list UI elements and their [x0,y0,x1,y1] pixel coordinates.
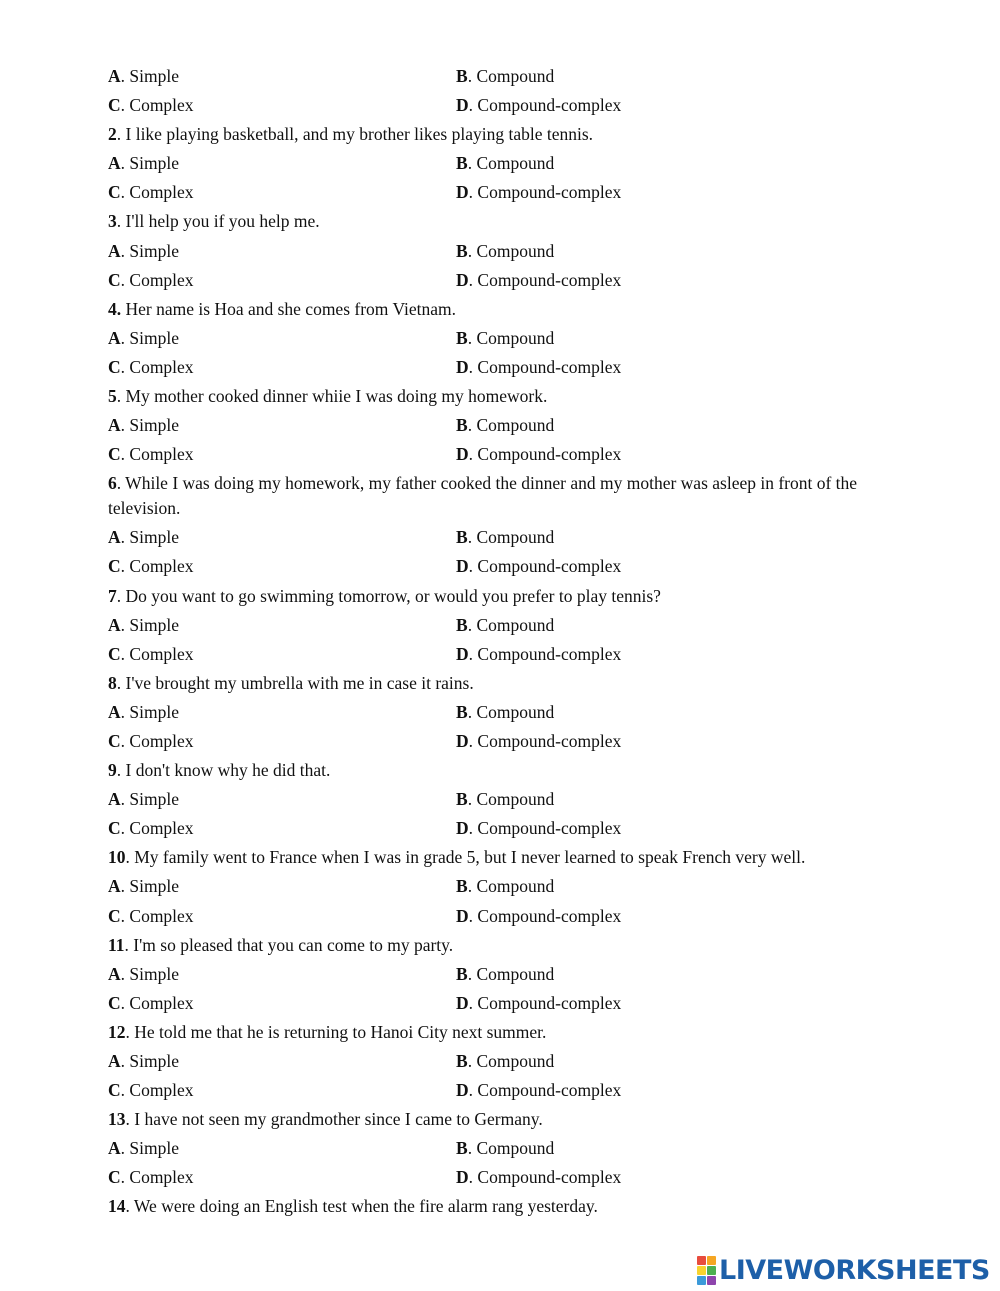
options-row-ab [108,324,908,353]
question-block [108,1018,908,1105]
options-row-cd [108,91,908,120]
question-text: 14. We were doing an English test when the fire alarm rang yesterday. [108,1196,598,1217]
logo-block [707,1276,716,1285]
option-a[interactable]: A. Simple [108,415,179,436]
worksheet [108,62,908,1222]
option-d[interactable]: D. Compound-complex [456,556,622,577]
question-number: 4. [108,298,122,319]
options-row-ab [108,1134,908,1163]
logo-text: LIVEWORKSHEETS [719,1254,990,1286]
option-b[interactable]: B. Compound [456,327,555,348]
option-d[interactable]: D. Compound-complex [456,444,622,465]
option-a[interactable]: A. Simple [108,789,179,810]
liveworksheets-logo [697,1253,990,1287]
option-c[interactable]: C. Complex [108,182,194,203]
option-a[interactable]: A. Simple [108,1051,179,1071]
question-block [108,207,908,294]
options-row-ab [108,411,908,440]
option-b[interactable]: B. Compound [456,701,555,722]
option-d[interactable]: D. Compound-complex [456,905,622,926]
option-b[interactable]: B. Compound [456,240,555,261]
question-text: 10. My family went to France when I was in grade 5, but I never learned to speak French very well. [108,847,806,868]
logo-block [707,1266,716,1275]
options-row-ab [108,1047,908,1076]
question-block [108,669,908,756]
options-row-cd [108,440,908,469]
question-block [108,295,908,382]
option-b[interactable]: B. Compound [456,153,555,174]
logo-block [697,1276,706,1285]
question-block [108,120,908,207]
option-c[interactable]: C. Complex [108,730,194,751]
options-row-cd [108,640,908,669]
logo-block [697,1256,706,1265]
options-row-cd [108,814,908,843]
question-text: 2. I like playing basketball, and my brother likes playing table tennis. [108,124,594,145]
option-a[interactable]: A. Simple [108,1138,179,1159]
option-b[interactable]: B. Compound [456,1138,555,1159]
question-block [108,756,908,843]
option-a[interactable]: A. Simple [108,963,179,984]
question-text: 5. My mother cooked dinner whiie I was doing my homework. [108,386,548,407]
question-text: 11. I'm so pleased that you can come to my party. [108,934,454,955]
option-a[interactable]: A. Simple [108,153,179,174]
option-c[interactable]: C. Complex [108,1080,194,1101]
question-text: 7. Do you want to go swimming tomorrow, or would you prefer to play tennis? [108,585,661,606]
options-row-ab [108,872,908,901]
question-block [108,382,908,469]
question-number: 5 [108,386,117,407]
options-row-ab [108,698,908,727]
question-number: 11 [108,934,125,955]
option-a[interactable]: A. Simple [108,66,179,86]
question-number: 14 [108,1196,126,1217]
question-number: 9 [108,760,117,781]
option-d[interactable]: D. Compound-complex [456,95,622,116]
options-row-cd [108,727,908,756]
logo-block [707,1256,716,1265]
options-row-cd [108,266,908,295]
question-number: 3 [108,211,117,232]
question-number: 8 [108,672,117,693]
options-row-ab [108,237,908,266]
option-b[interactable]: B. Compound [456,415,555,436]
option-c[interactable]: C. Complex [108,556,194,577]
option-d[interactable]: D. Compound-complex [456,818,622,839]
question-block [108,931,908,1018]
options-row-cd [108,1163,908,1192]
option-a[interactable]: A. Simple [108,240,179,261]
option-c[interactable]: C. Complex [108,444,194,465]
question-text: 9. I don't know why he did that. [108,760,331,781]
option-b[interactable]: B. Compound [456,876,555,897]
options-row-ab [108,611,908,640]
question-text: 12. He told me that he is returning to Hanoi City next summer. [108,1021,547,1042]
option-b[interactable]: B. Compound [456,789,555,810]
question-number: 6 [108,473,117,494]
option-a[interactable]: A. Simple [108,527,179,548]
option-a[interactable]: A. Simple [108,876,179,897]
question-number: 10 [108,847,126,868]
option-c[interactable]: C. Complex [108,905,194,926]
question-number: 2 [108,124,117,145]
option-d[interactable]: D. Compound-complex [456,182,622,203]
options-row-cd [108,552,908,581]
option-a[interactable]: A. Simple [108,701,179,722]
question-text: 13. I have not seen my grandmother since I came to Germany. [108,1109,543,1130]
question-block [108,1105,908,1192]
option-c[interactable]: C. Complex [108,643,194,664]
options-row-ab [108,960,908,989]
option-d[interactable]: D. Compound-complex [456,992,622,1013]
option-b[interactable]: B. Compound [456,614,555,635]
option-c[interactable]: C. Complex [108,1167,194,1188]
option-d[interactable]: D. Compound-complex [456,356,622,377]
options-row-ab [108,149,908,178]
options-row-cd [108,1076,908,1105]
option-d[interactable]: D. Compound-complex [456,1167,622,1188]
options-row-cd [108,178,908,207]
question-block [108,582,908,669]
options-row-ab [108,62,908,91]
question-text: 6. While I was doing my homework, my father cooked the dinner and my mother was asleep in front of the television. [108,473,858,519]
option-b[interactable]: B. Compound [456,1051,555,1071]
option-c[interactable]: C. Complex [108,356,194,377]
option-a[interactable]: A. Simple [108,327,179,348]
options-row-cd [108,902,908,931]
option-c[interactable]: C. Complex [108,269,194,290]
option-b[interactable]: B. Compound [456,963,555,984]
question-list [108,120,908,1192]
option-c[interactable]: C. Complex [108,818,194,839]
option-c[interactable]: C. Complex [108,992,194,1013]
option-d[interactable]: D. Compound-complex [456,643,622,664]
question-number: 12 [108,1021,126,1042]
option-b[interactable]: B. Compound [456,527,555,548]
question-number: 7 [108,585,117,606]
option-d[interactable]: D. Compound-complex [456,269,622,290]
options-row-cd [108,353,908,382]
option-d[interactable]: D. Compound-complex [456,1080,622,1101]
question-text: 4. Her name is Hoa and she comes from Vietnam. [108,298,457,319]
question-text: 3. I'll help you if you help me. [108,211,320,232]
option-d[interactable]: D. Compound-complex [456,730,622,751]
options-row-cd [108,989,908,1018]
question-number: 13 [108,1109,126,1130]
option-b[interactable]: B. Compound [456,66,555,86]
question-text: 8. I've brought my umbrella with me in case it rains. [108,672,474,693]
option-a[interactable]: A. Simple [108,614,179,635]
question-block [108,843,908,930]
option-c[interactable]: C. Complex [108,95,194,116]
options-row-ab [108,785,908,814]
options-row-ab [108,523,908,552]
logo-block [697,1266,706,1275]
logo-blocks-icon [697,1256,716,1285]
question-block [108,469,908,581]
